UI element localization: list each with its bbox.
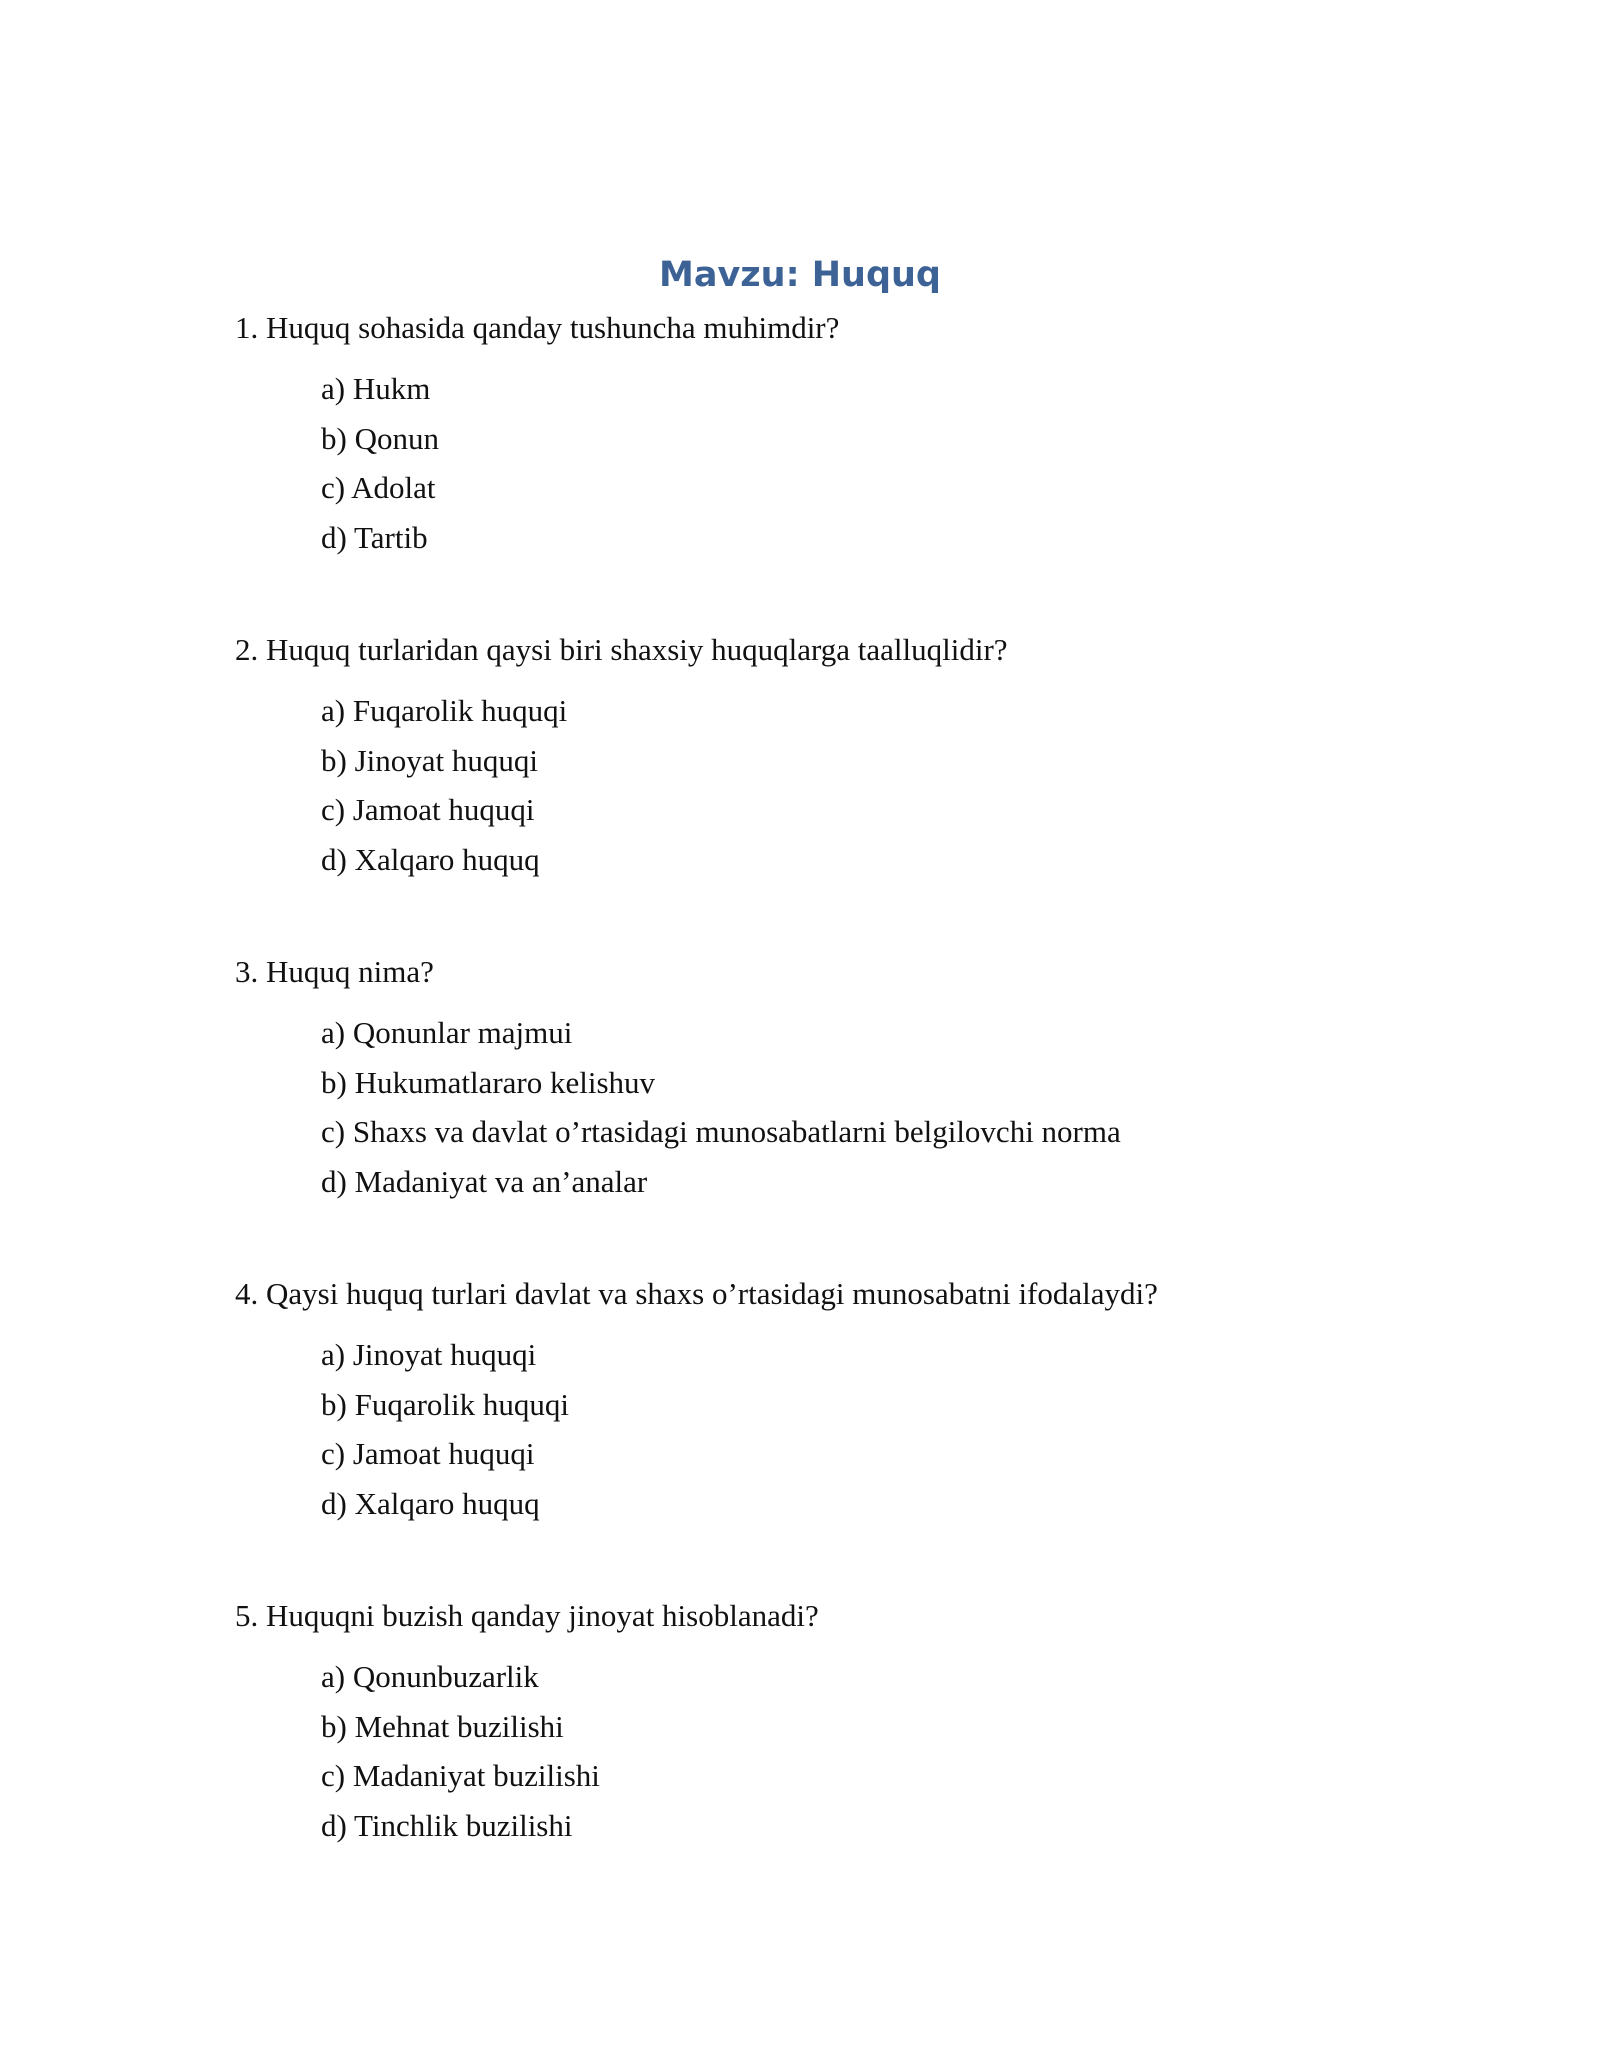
answer-option: d) Tinchlik buzilishi	[321, 1807, 573, 1843]
answer-options	[321, 686, 1435, 884]
answer-option: c) Jamoat huquqi	[321, 1436, 535, 1471]
answer-option: b) Hukumatlararo kelishuv	[321, 1064, 656, 1100]
question-text: 5. Huquqni buzish qanday jinoyat hisoblanadi?	[235, 1598, 819, 1633]
answer-option: d) Madaniyat va an’analar	[321, 1163, 648, 1199]
answer-option: b) Qonun	[321, 420, 439, 456]
question-1	[235, 307, 1435, 562]
question-text: 3. Huquq nima?	[235, 954, 434, 989]
answer-option: d) Xalqaro huquq	[321, 1485, 540, 1521]
answer-option: a) Qonunlar majmui	[321, 1015, 573, 1050]
question-4	[235, 1273, 1435, 1528]
answer-option: c) Madaniyat buzilishi	[321, 1758, 600, 1793]
answer-options	[321, 1008, 1435, 1206]
question-3	[235, 951, 1435, 1206]
answer-option: a) Hukm	[321, 371, 431, 406]
answer-options	[321, 1652, 1435, 1850]
answer-options	[321, 364, 1435, 562]
answer-option: a) Fuqarolik huquqi	[321, 693, 568, 728]
question-text: 1. Huquq sohasida qanday tushuncha muhimdir?	[235, 310, 840, 345]
answer-option: d) Tartib	[321, 519, 428, 555]
answer-option: b) Mehnat buzilishi	[321, 1708, 564, 1744]
answer-option: a) Qonunbuzarlik	[321, 1659, 539, 1694]
answer-option: d) Xalqaro huquq	[321, 841, 540, 877]
question-2	[235, 629, 1435, 884]
question-5	[235, 1595, 1435, 1850]
page-title: Mavzu: Huquq	[659, 255, 941, 295]
question-text: 4. Qaysi huquq turlari davlat va shaxs o’rtasidagi munosabatni ifodalaydi?	[235, 1276, 1158, 1311]
answer-option: a) Jinoyat huquqi	[321, 1337, 537, 1372]
answer-option: b) Jinoyat huquqi	[321, 742, 538, 778]
answer-option: b) Fuqarolik huquqi	[321, 1386, 569, 1422]
answer-option: c) Jamoat huquqi	[321, 792, 535, 827]
answer-option: c) Shaxs va davlat o’rtasidagi munosabatlarni belgilovchi norma	[321, 1114, 1121, 1149]
answer-options	[321, 1330, 1435, 1528]
question-text: 2. Huquq turlaridan qaysi biri shaxsiy huquqlarga taalluqlidir?	[235, 632, 1008, 667]
answer-option: c) Adolat	[321, 470, 436, 505]
